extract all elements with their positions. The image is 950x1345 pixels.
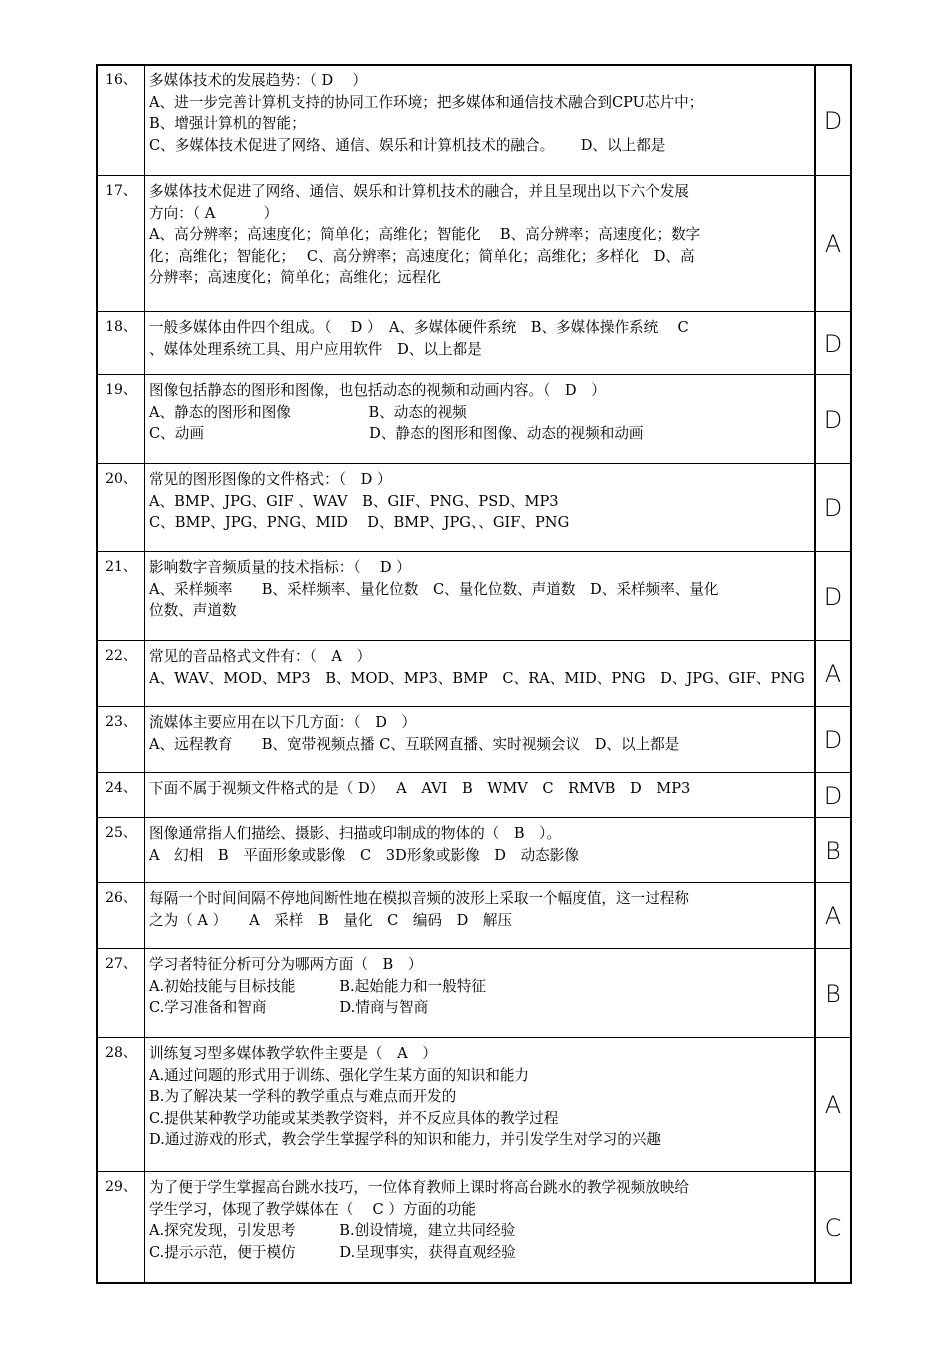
question-line: 常见的图形图像的文件格式：（ D ） xyxy=(149,471,392,488)
question-text xyxy=(144,1172,814,1283)
answer-cell: A xyxy=(814,641,852,707)
answer-cell: D xyxy=(814,312,852,375)
answer-cell: A xyxy=(814,176,852,312)
question-line: A、进一步完善计算机支持的协同工作环境；把多媒体和通信技术融合到CPU芯片中； xyxy=(149,93,704,111)
question-number: 28、 xyxy=(96,1038,144,1172)
question-row xyxy=(96,552,852,641)
question-line: A.探究发现，引发思考 B.创设情境，建立共同经验 xyxy=(149,1222,516,1239)
row-divider xyxy=(96,463,852,464)
answer-cell: D xyxy=(814,552,852,641)
question-line: C.提供某种教学功能或某类教学资料，并不反应具体的教学过程 xyxy=(149,1109,559,1127)
question-line: C、动画 D、静态的图形和图像、动态的视频和动画 xyxy=(149,425,644,442)
question-line: A.初始技能与目标技能 B.起始能力和一般特征 xyxy=(149,977,487,995)
row-divider xyxy=(96,706,852,707)
question-number: 26、 xyxy=(96,883,144,949)
question-row xyxy=(96,1038,852,1172)
row-divider xyxy=(96,882,852,883)
question-text xyxy=(144,883,814,949)
answer-cell: B xyxy=(814,949,852,1038)
question-line: A 幻相 B 平面形象或影像 C 3D形象或影像 D 动态影像 xyxy=(149,846,579,864)
question-line: A、高分辨率；高速度化；简单化；高维化；智能化 B、高分辨率；高速度化；数字 xyxy=(149,226,701,243)
answer-cell: B xyxy=(814,818,852,883)
row-divider xyxy=(96,311,852,312)
question-number: 21、 xyxy=(96,552,144,641)
row-divider xyxy=(96,772,852,773)
question-line: 之为（ A ） A 采样 B 量化 C 编码 D 解压 xyxy=(149,911,513,929)
question-line: 位数、声道数 xyxy=(149,602,237,619)
question-text xyxy=(144,641,814,707)
question-number: 19、 xyxy=(96,375,144,464)
question-line: 每隔一个时间间隔不停地间断性地在模拟音频的波形上采取一个幅度值，这一过程称 xyxy=(149,890,689,907)
question-number: 22、 xyxy=(96,641,144,707)
question-text xyxy=(144,818,814,883)
question-row xyxy=(96,1172,852,1283)
question-line: 化；高维化；智能化； C、高分辨率；高速度化；简单化；高维化；多样化 D、高 xyxy=(149,247,695,265)
question-row xyxy=(96,312,852,375)
question-line: C.提示示范，便于模仿 D.呈现事实，获得直观经验 xyxy=(149,1243,516,1261)
question-line: 分辨率；高速度化；简单化；高维化；远程化 xyxy=(149,269,441,286)
question-number: 29、 xyxy=(96,1172,144,1283)
row-divider xyxy=(96,1171,852,1172)
question-text xyxy=(144,375,814,464)
question-line: C、BMP、JPG、PNG、MID D、BMP、JPG、、GIF、PNG xyxy=(149,514,570,531)
row-divider xyxy=(96,948,852,949)
question-text xyxy=(144,773,814,818)
question-text xyxy=(144,464,814,552)
row-divider xyxy=(96,64,852,66)
question-line: 图像通常指人们描绘、摄影、扫描或印制成的物体的（ B ）。 xyxy=(149,825,562,842)
question-line: 学习者特征分析可分为哪两方面（ B ） xyxy=(149,956,423,973)
row-divider xyxy=(96,175,852,176)
question-line: 图像包括静态的图形和图像，也包括动态的视频和动画内容。（ D ） xyxy=(149,382,606,399)
question-row xyxy=(96,773,852,818)
question-number: 24、 xyxy=(96,773,144,818)
answer-cell: A xyxy=(814,883,852,949)
question-line: B、增强计算机的智能； xyxy=(149,115,306,132)
question-line: A、采样频率 B、采样频率、量化位数 C、量化位数、声道数 D、采样频率、量化 xyxy=(149,580,719,598)
question-line: D.通过游戏的形式，教会学生掌握学科的知识和能力，并引发学生对学习的兴趣 xyxy=(149,1131,662,1148)
answer-cell: D xyxy=(814,65,852,176)
answer-cell: C xyxy=(814,1172,852,1283)
question-line: 训练复习型多媒体教学软件主要是（ A ） xyxy=(149,1045,437,1062)
question-text xyxy=(144,312,814,375)
row-divider xyxy=(96,640,852,641)
question-text xyxy=(144,707,814,773)
question-number: 16、 xyxy=(96,65,144,176)
question-line: A.通过问题的形式用于训练、强化学生某方面的知识和能力 xyxy=(149,1066,530,1084)
answer-cell: D xyxy=(814,375,852,464)
question-row xyxy=(96,883,852,949)
question-line: 多媒体技术的发展趋势：（ D ） xyxy=(149,72,367,89)
question-text xyxy=(144,552,814,641)
row-divider xyxy=(96,374,852,375)
question-number: 25、 xyxy=(96,818,144,883)
row-divider xyxy=(96,1037,852,1038)
question-line: 为了便于学生掌握高台跳水技巧，一位体育教师上课时将高台跳水的教学视频放映给 xyxy=(149,1179,689,1196)
question-line: 、媒体处理系统工具、用户应用软件 D、以上都是 xyxy=(149,340,482,358)
question-line: 多媒体技术促进了网络、通信、娱乐和计算机技术的融合，并且呈现出以下六个发展 xyxy=(149,183,689,200)
question-line: 方向：（ A ） xyxy=(149,204,279,222)
question-row xyxy=(96,65,852,176)
answer-cell: D xyxy=(814,464,852,552)
question-line: 一般多媒体由件四个组成。（ D ） A、多媒体硬件系统 B、多媒体操作系统 C xyxy=(149,319,689,336)
question-row xyxy=(96,949,852,1038)
question-line: 流媒体主要应用在以下几方面：（ D ） xyxy=(149,714,417,731)
question-text xyxy=(144,65,814,176)
question-line: A、静态的图形和图像 B、动态的视频 xyxy=(149,403,467,421)
question-number: 18、 xyxy=(96,312,144,375)
question-row xyxy=(96,375,852,464)
question-row xyxy=(96,176,852,312)
answer-cell: A xyxy=(814,1038,852,1172)
row-divider xyxy=(96,551,852,552)
question-line: 下面不属于视频文件格式的是（ D） A AVI B WMV C RMVB D MP3 xyxy=(149,780,691,797)
question-line: C.学习准备和智商 D.情商与智商 xyxy=(149,999,429,1016)
question-number: 17、 xyxy=(96,176,144,312)
answer-cell: D xyxy=(814,707,852,773)
question-line: B.为了解决某一学科的教学重点与难点而开发的 xyxy=(149,1088,457,1105)
question-table xyxy=(96,65,852,1283)
question-line: 影响数字音频质量的技术指标：（ D ） xyxy=(149,559,411,576)
answer-cell: D xyxy=(814,773,852,818)
question-line: A、远程教育 B、宽带视频点播 C、互联网直播、实时视频会议 D、以上都是 xyxy=(149,735,680,753)
question-number: 23、 xyxy=(96,707,144,773)
question-row xyxy=(96,818,852,883)
question-line: A、WAV、MOD、MP3 B、MOD、MP3、BMP C、RA、MID、PNG D、JPG、GIF、PNG xyxy=(149,669,805,687)
question-number: 27、 xyxy=(96,949,144,1038)
question-row xyxy=(96,641,852,707)
question-line: 常见的音品格式文件有：（ A ） xyxy=(149,648,372,665)
question-text xyxy=(144,176,814,312)
question-line: 学生学习，体现了教学媒体在（ C ）方面的功能 xyxy=(149,1200,476,1218)
question-number: 20、 xyxy=(96,464,144,552)
question-line: C、多媒体技术促进了网络、通信、娱乐和计算机技术的融合。 D、以上都是 xyxy=(149,136,666,154)
question-text xyxy=(144,949,814,1038)
question-line: A、BMP、JPG、GIF 、WAV B、GIF、PNG、PSD、MP3 xyxy=(149,492,559,510)
question-text xyxy=(144,1038,814,1172)
row-divider xyxy=(96,817,852,818)
row-divider xyxy=(96,1282,852,1284)
question-row xyxy=(96,464,852,552)
question-row xyxy=(96,707,852,773)
